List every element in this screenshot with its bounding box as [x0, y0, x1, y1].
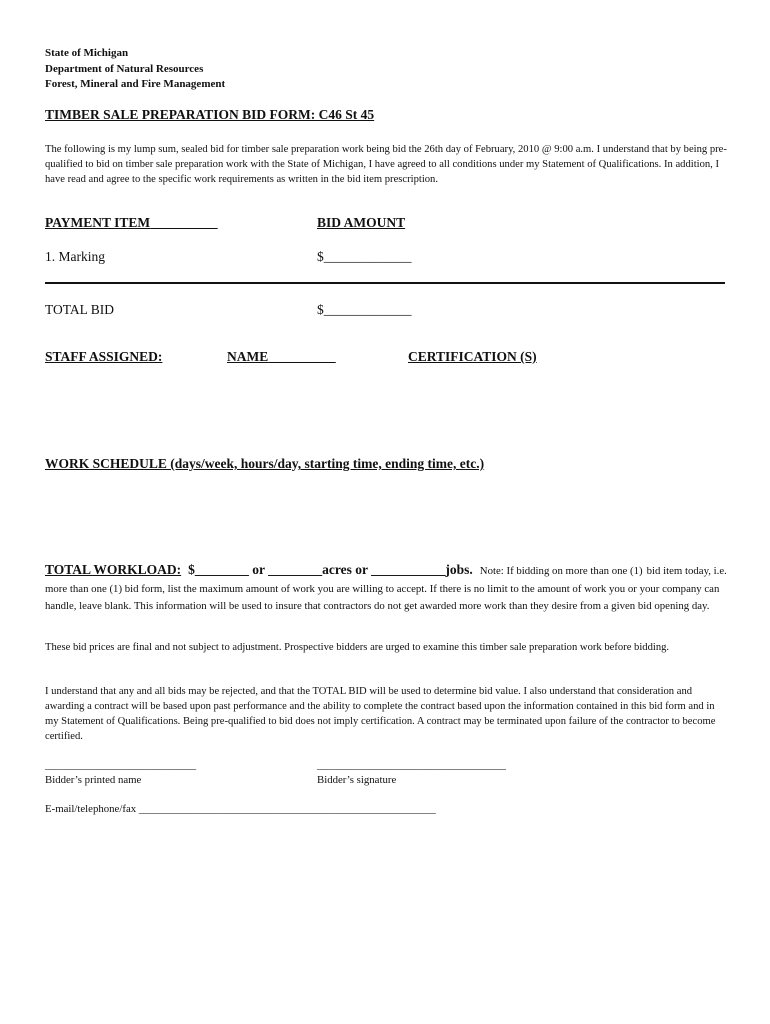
- contact-label: E-mail/telephone/fax: [45, 803, 137, 815]
- staff-name-header-label: NAME: [227, 349, 269, 364]
- total-workload-section: [45, 562, 730, 615]
- total-bid-label: TOTAL BID: [45, 302, 115, 317]
- item-marking-amount-field[interactable]: $_____________: [317, 249, 412, 264]
- contact-field[interactable]: _______________________________________________________: [138, 803, 436, 815]
- bid-final-paragraph: These bid prices are final and not subject to adjustment. Prospective bidders are urged to examine this timber sale preparation work before bidding.: [45, 642, 670, 653]
- header-agency: [45, 46, 225, 93]
- intro-paragraph: The following is my lump sum, sealed bid for timber sale preparation work being bid the 26th day of February, 2010 @ 9:00 a.m. I understand that by being pre-qualified to bid on timber sale preparation work with the State of Michigan, I have agreed to all conditions under my Statement of Qualifications. In addition, I have read and agree to the specific work requirements as written in the bid item prescription.: [45, 144, 727, 185]
- payment-item-header-fill: [150, 215, 218, 230]
- header-department: Department of Natural Resources: [45, 62, 204, 75]
- staff-assigned-label: STAFF ASSIGNED:: [45, 349, 163, 364]
- signature-line[interactable]: ___________________________________: [317, 759, 506, 771]
- printed-name-label: Bidder’s printed name: [45, 774, 142, 786]
- form-title: TIMBER SALE PREPARATION BID FORM: C46 St 45: [45, 107, 375, 122]
- payment-item-header: [45, 215, 218, 231]
- bid-amount-header: BID AMOUNT: [317, 215, 406, 230]
- total-workload-label: TOTAL WORKLOAD:: [45, 562, 182, 577]
- work-schedule-label: WORK SCHEDULE (days/week, hours/day, starting time, ending time, etc.): [45, 456, 485, 471]
- contact-row: [45, 803, 436, 815]
- staff-name-header-fill: [268, 349, 336, 364]
- header-state: State of Michigan: [45, 47, 129, 59]
- printed-name-line[interactable]: ____________________________: [45, 759, 197, 771]
- table-divider: [45, 282, 725, 284]
- understanding-paragraph: I understand that any and all bids may be rejected, and that the TOTAL BID will be used to determine bid value. I also understand that consideration and awarding a contract will be based upon past performance and the ability to complete the contract based upon the information contained in this bid form and in my Statement of Qualifications. Being pre-qualified to bid does not imply certification. A contract may be terminated upon failure of the contractor to become certified.: [45, 686, 716, 742]
- total-workload-note-start: Note: If bidding on more than one (1): [479, 565, 643, 577]
- total-workload-fields[interactable]: $________ or ________acres or ___________jobs.: [188, 562, 473, 577]
- total-workload-note: bid item today, i.e. more than one (1) bid form, list the maximum amount of work you are willing to accept. If there is no limit to the amount of work you or your company can handle, leave blank. This information will be used to insure that contractors do not get awarded more work than they desire from a given bid opening day.: [45, 565, 727, 612]
- total-bid-amount-field[interactable]: $_____________: [317, 302, 412, 317]
- signature-label: Bidder’s signature: [317, 774, 397, 786]
- item-marking-label: 1. Marking: [45, 249, 105, 264]
- header-division: Forest, Mineral and Fire Management: [45, 78, 226, 90]
- payment-item-header-label: PAYMENT ITEM: [45, 215, 151, 230]
- staff-certification-header: CERTIFICATION (S): [408, 349, 537, 364]
- staff-name-header: [227, 349, 336, 365]
